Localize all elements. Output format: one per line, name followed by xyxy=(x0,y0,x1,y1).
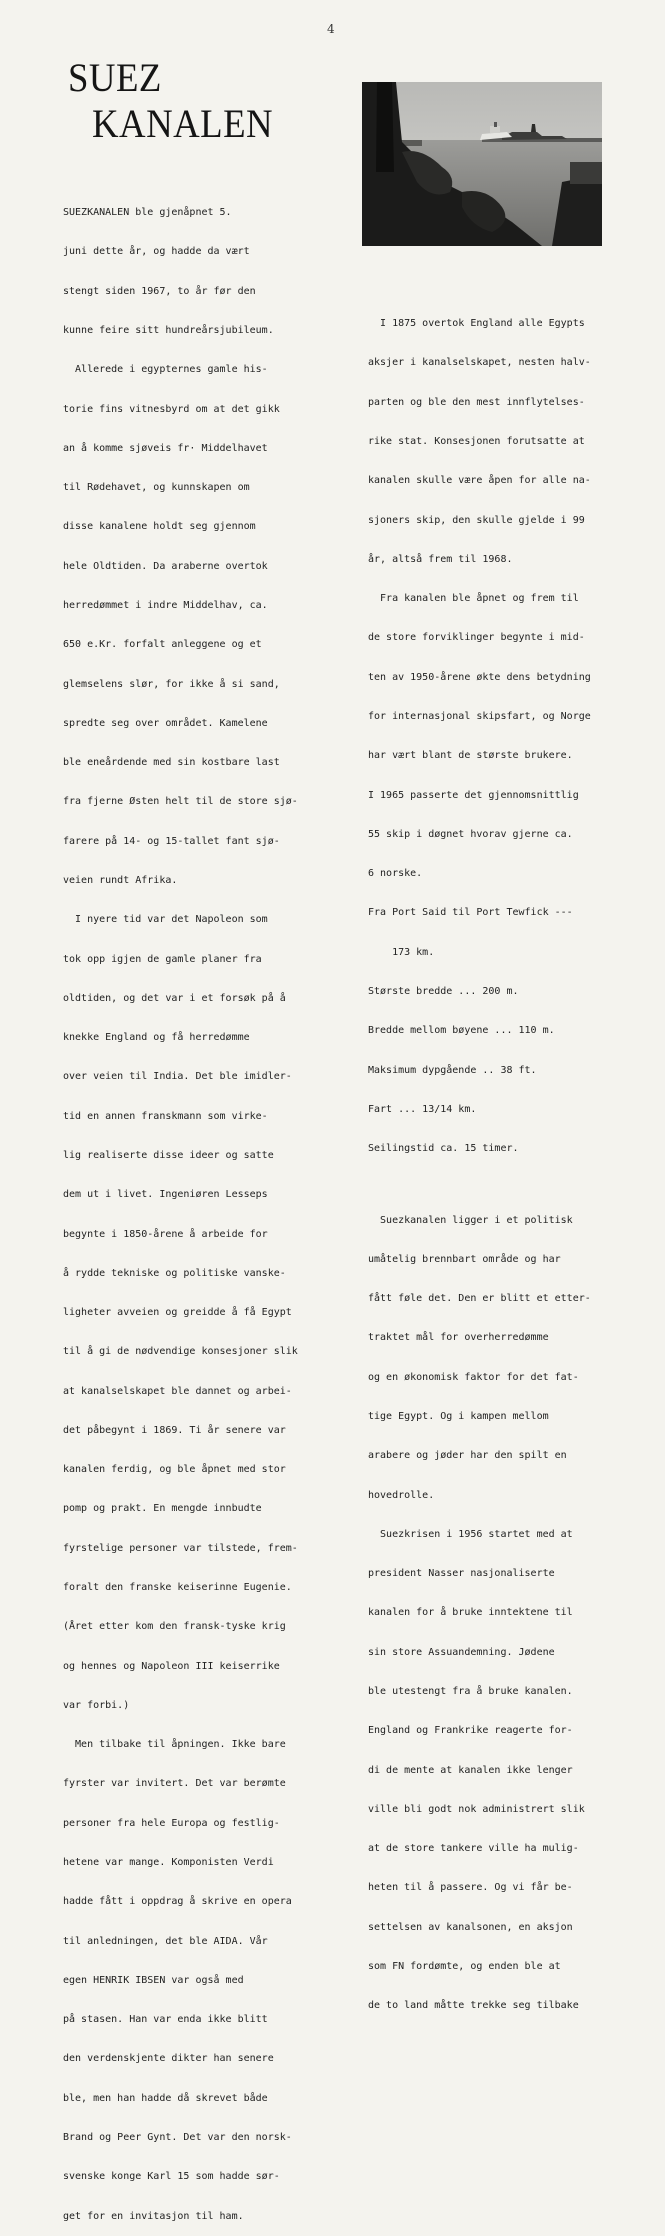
text-line: parten og ble den mest innflytelses- xyxy=(368,396,585,408)
text-line: den verdenskjente dikter han senere xyxy=(63,2053,274,2065)
text-line: år, altså frem til 1968. xyxy=(368,553,513,565)
text-line: fått føle det. Den er blitt et etter- xyxy=(368,1293,591,1305)
text-line: at de store tankere ville ha mulig- xyxy=(368,1843,579,1855)
text-line: England og Frankrike reagerte for- xyxy=(368,1725,573,1737)
text-line: til Rødehavet, og kunnskapen om xyxy=(63,482,250,494)
text-line: 55 skip i døgnet hvorav gjerne ca. xyxy=(368,828,573,840)
text-line: ble, men han hadde då skrevet både xyxy=(63,2092,268,2104)
text-line: på stasen. Han var enda ikke blitt xyxy=(63,2014,268,2026)
text-line: arabere og jøder har den spilt en xyxy=(368,1450,567,1462)
page-number: 4 xyxy=(327,22,335,36)
text-line: og hennes og Napoleon III keiserrike xyxy=(63,1660,280,1672)
text-line: fra fjerne Østen helt til de store sjø- xyxy=(63,796,298,808)
text-line: for internasjonal skipsfart, og Norge xyxy=(368,711,591,722)
text-line: hele Oldtiden. Da araberne overtok xyxy=(63,560,268,572)
text-line: Største bredde ... 200 m. xyxy=(368,985,519,997)
text-line: herredømmet i indre Middelhav, ca. xyxy=(63,600,268,611)
left-column-text xyxy=(63,180,298,2236)
right-column-text xyxy=(368,291,591,2025)
title-line-2: KANALEN xyxy=(92,101,274,146)
text-line: glemselens slør, for ikke å si sand, xyxy=(63,678,280,690)
text-line: dem ut i livet. Ingeniøren Lesseps xyxy=(63,1189,268,1201)
article-title xyxy=(68,55,289,147)
text-line: Suezkrisen i 1956 startet med at xyxy=(368,1528,573,1540)
text-line: kanalen ferdig, og ble åpnet med stor xyxy=(63,1464,286,1476)
text-line: I 1965 passerte det gjennomsnittlig xyxy=(368,789,579,801)
text-line: Fra Port Said til Port Tewfick --- xyxy=(368,907,573,919)
text-line: ble eneårdende med sin kostbare last xyxy=(63,757,280,769)
text-line: Brand og Peer Gynt. Det var den norsk- xyxy=(63,2131,292,2143)
text-line: disse kanalene holdt seg gjennom xyxy=(63,521,256,533)
text-line: over veien til India. Det ble imidler- xyxy=(63,1071,292,1083)
text-line: ligheter avveien og greidde å få Egypt xyxy=(63,1307,292,1319)
text-line: traktet mål for overherredømme xyxy=(368,1332,549,1344)
text-line: SUEZKANALEN ble gjenåpnet 5. xyxy=(63,207,232,219)
text-line: aksjer i kanalselskapet, nesten halv- xyxy=(368,357,591,369)
text-line: begynte i 1850-årene å arbeide for xyxy=(63,1228,268,1240)
text-line: hetene var mange. Komponisten Verdi xyxy=(63,1857,274,1868)
text-line: tok opp igjen de gamle planer fra xyxy=(63,953,262,965)
text-line: Men tilbake til åpningen. Ikke bare xyxy=(63,1739,286,1751)
text-line: kanalen skulle være åpen for alle na- xyxy=(368,475,591,487)
text-line: de store forviklinger begynte i mid- xyxy=(368,632,585,644)
text-line: til å gi de nødvendige konsesjoner slik xyxy=(63,1346,298,1358)
text-line: sjoners skip, den skulle gjelde i 99 xyxy=(368,514,585,526)
text-line: fyrster var invitert. Det var berømte xyxy=(63,1778,286,1790)
text-line: til anledningen, det ble AIDA. Vår xyxy=(63,1935,268,1947)
text-line: Fra kanalen ble åpnet og frem til xyxy=(368,593,579,605)
text-line: Suezkanalen ligger i et politisk xyxy=(368,1214,573,1226)
text-line: spredte seg over området. Kamelene xyxy=(63,717,268,729)
text-line: torie fins vitnesbyrd om at det gikk xyxy=(63,403,280,415)
text-line: fyrstelige personer var tilstede, frem- xyxy=(63,1542,298,1554)
text-line: foralt den franske keiserinne Eugenie. xyxy=(63,1582,292,1594)
text-line: Fart ... 13/14 km. xyxy=(368,1103,477,1115)
text-line: hovedrolle. xyxy=(368,1489,435,1501)
text-line: stengt siden 1967, to år før den xyxy=(63,285,256,297)
text-line: å rydde tekniske og politiske vanske- xyxy=(63,1267,286,1279)
text-line: de to land måtte trekke seg tilbake xyxy=(368,2000,579,2012)
text-line: veien rundt Afrika. xyxy=(63,874,178,886)
text-line: at kanalselskapet ble dannet og arbei- xyxy=(63,1385,292,1397)
text-line: Seilingstid ca. 15 timer. xyxy=(368,1143,519,1155)
text-line: Allerede i egypternes gamle his- xyxy=(63,364,268,376)
text-line: get for en invitasjon til ham. xyxy=(63,2210,244,2222)
text-line: umåtelig brennbart område og har xyxy=(368,1253,561,1265)
text-line: sin store Assuandemning. Jødene xyxy=(368,1646,555,1658)
text-line: settelsen av kanalsonen, en aksjon xyxy=(368,1921,573,1933)
text-line: president Nasser nasjonaliserte xyxy=(368,1568,555,1580)
text-line: Bredde mellom bøyene ... 110 m. xyxy=(368,1025,555,1037)
text-line: hadde fått i oppdrag å skrive en opera xyxy=(63,1896,292,1908)
harbor-photo xyxy=(362,82,602,246)
text-line: an å komme sjøveis fr· Middelhavet xyxy=(63,442,268,454)
text-line: ville bli godt nok administrert slik xyxy=(368,1803,585,1815)
text-line: rike stat. Konsesjonen forutsatte at xyxy=(368,436,585,448)
title-line-1: SUEZ xyxy=(68,55,162,100)
text-line: egen HENRIK IBSEN var også med xyxy=(63,1974,244,1986)
text-line: (Året etter kom den fransk-tyske krig xyxy=(63,1621,286,1633)
text-line: kanalen for å bruke inntektene til xyxy=(368,1607,573,1619)
paragraph-gap xyxy=(368,1181,591,1187)
text-line: det påbegynt i 1869. Ti år senere var xyxy=(63,1424,286,1436)
text-line: kunne feire sitt hundreårsjubileum. xyxy=(63,325,274,337)
text-line: pomp og prakt. En mengde innbudte xyxy=(63,1503,262,1515)
text-line: knekke England og få herredømme xyxy=(63,1032,250,1044)
text-line: som FN fordømte, og enden ble at xyxy=(368,1960,561,1972)
text-line: ten av 1950-årene økte dens betydning xyxy=(368,671,591,683)
text-line: juni dette år, og hadde da vært xyxy=(63,246,250,258)
text-line: var forbi.) xyxy=(63,1699,130,1711)
text-line: personer fra hele Europa og festlig- xyxy=(63,1817,280,1829)
text-line: ble utestengt fra å bruke kanalen. xyxy=(368,1685,573,1697)
text-line: 6 norske. xyxy=(368,868,423,880)
text-line: I 1875 overtok England alle Egypts xyxy=(368,318,585,330)
text-line: di de mente at kanalen ikke lenger xyxy=(368,1764,573,1776)
text-line: I nyere tid var det Napoleon som xyxy=(63,914,268,926)
text-line: 173 km. xyxy=(368,946,435,958)
text-line: Maksimum dypgående .. 38 ft. xyxy=(368,1064,537,1076)
text-line: tige Egypt. Og i kampen mellom xyxy=(368,1410,549,1422)
text-line: svenske konge Karl 15 som hadde sør- xyxy=(63,2171,280,2183)
text-line: lig realiserte disse ideer og satte xyxy=(63,1149,274,1161)
text-line: tid en annen franskmann som virke- xyxy=(63,1110,268,1122)
text-line: 650 e.Kr. forfalt anleggene og et xyxy=(63,639,262,651)
text-line: farere på 14- og 15-tallet fant sjø- xyxy=(63,835,280,847)
text-line: oldtiden, og det var i et forsøk på å xyxy=(63,992,286,1004)
text-line: og en økonomisk faktor for det fat- xyxy=(368,1371,579,1383)
text-line: har vært blant de største brukere. xyxy=(368,750,573,762)
text-line: heten til å passere. Og vi får be- xyxy=(368,1882,573,1894)
